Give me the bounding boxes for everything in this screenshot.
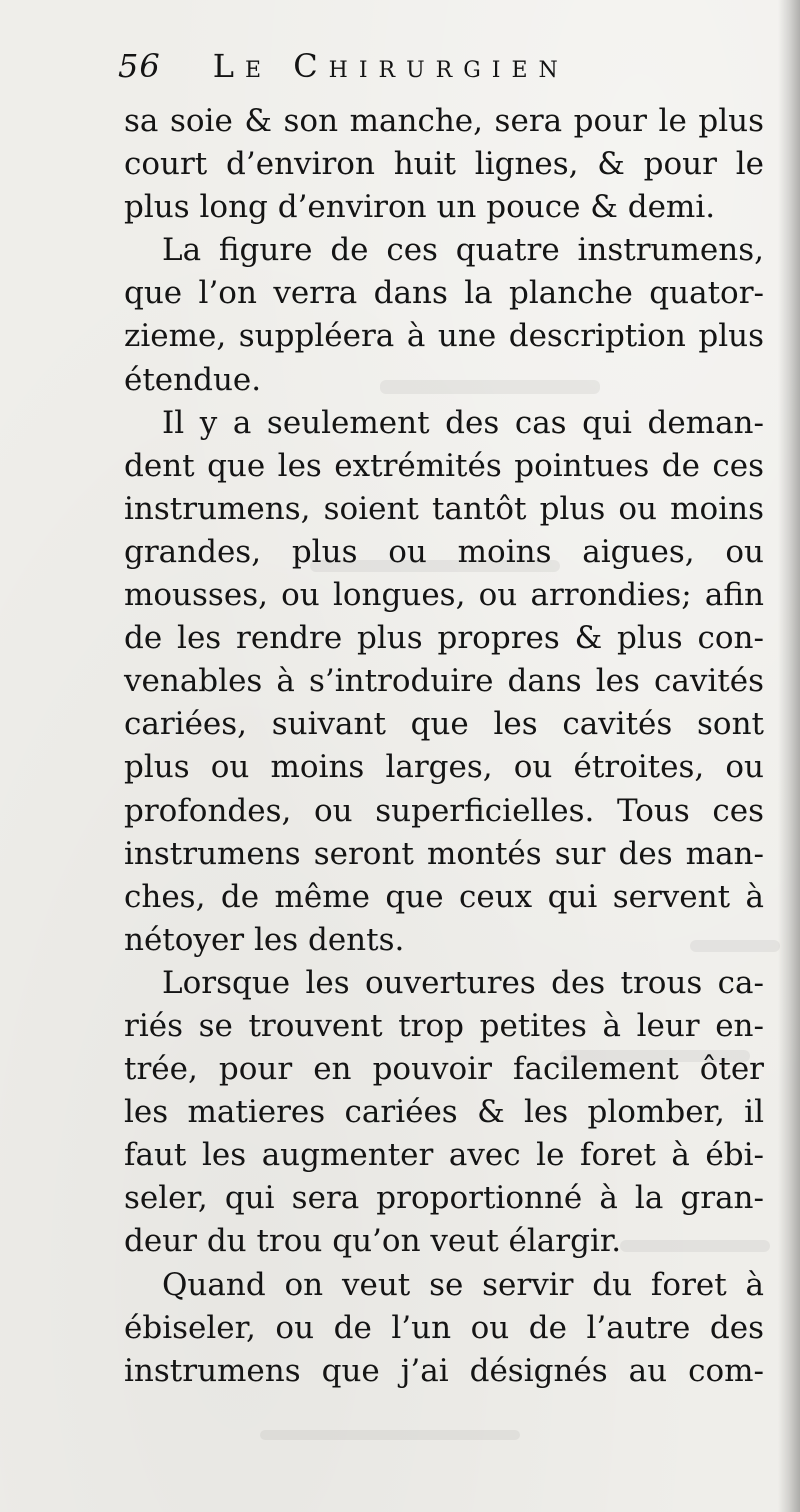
text-line: deur du trou qu’on veut élargir.: [124, 1223, 622, 1260]
text-line: Quand on veut se servir du foret à: [162, 1266, 764, 1303]
page-number: 56: [118, 47, 161, 85]
text-line: grandes, plus ou moins aigues, ou: [124, 533, 764, 570]
text-line: sa soie & son manche, sera pour le plus: [124, 103, 764, 139]
text-line: dent que les extrémités pointues de ces: [124, 447, 764, 484]
text-line: court d’environ huit lignes, & pour le: [124, 146, 764, 183]
text-line: profondes, ou superficielles. Tous ces: [124, 792, 764, 829]
text-line: instrumens seront montés sur des man-: [124, 835, 764, 872]
text-line: plus long d’environ un pouce & demi.: [124, 189, 716, 226]
text-line: que l’on verra dans la planche quator-: [124, 275, 764, 312]
text-line: La figure de ces quatre instrumens,: [162, 232, 764, 269]
text-line: ches, de même que ceux qui servent à: [124, 878, 764, 915]
running-title: Le Chirurgien: [212, 47, 569, 85]
text-line: les matieres cariées & les plomber, il: [124, 1094, 764, 1131]
text-line: zieme, suppléera à une description plus: [124, 318, 764, 355]
text-line: trée, pour en pouvoir facilement ôter: [124, 1051, 764, 1088]
text-line: instrumens que j’ai désignés au com-: [124, 1352, 764, 1389]
text-line: riés se trouvent trop petites à leur en-: [124, 1007, 764, 1044]
text-line: Lorsque les ouvertures des trous ca-: [162, 964, 764, 1001]
text-line: seler, qui sera proportionné à la gran-: [124, 1180, 764, 1217]
text-line: instrumens, soient tantôt plus ou moins: [124, 490, 764, 527]
text-line: de les rendre plus propres & plus con-: [124, 620, 764, 657]
text-line: venables à s’introduire dans les cavités: [124, 663, 764, 700]
body-text: [124, 100, 764, 1393]
text-line: plus ou moins larges, ou étroites, ou: [124, 749, 764, 786]
text-line: cariées, suivant que les cavités sont: [124, 706, 764, 743]
text-line: ébiseler, ou de l’un ou de l’autre des: [124, 1309, 764, 1346]
text-line: faut les augmenter avec le foret à ébi-: [124, 1137, 764, 1174]
running-header: [118, 47, 758, 91]
text-line: mousses, ou longues, ou arrondies; afin: [124, 577, 764, 614]
text-line: étendue.: [124, 361, 262, 398]
page-edge-shadow: [778, 0, 800, 1512]
text-line: nétoyer les dents.: [124, 921, 405, 958]
text-line: Il y a seulement des cas qui deman-: [162, 404, 764, 441]
